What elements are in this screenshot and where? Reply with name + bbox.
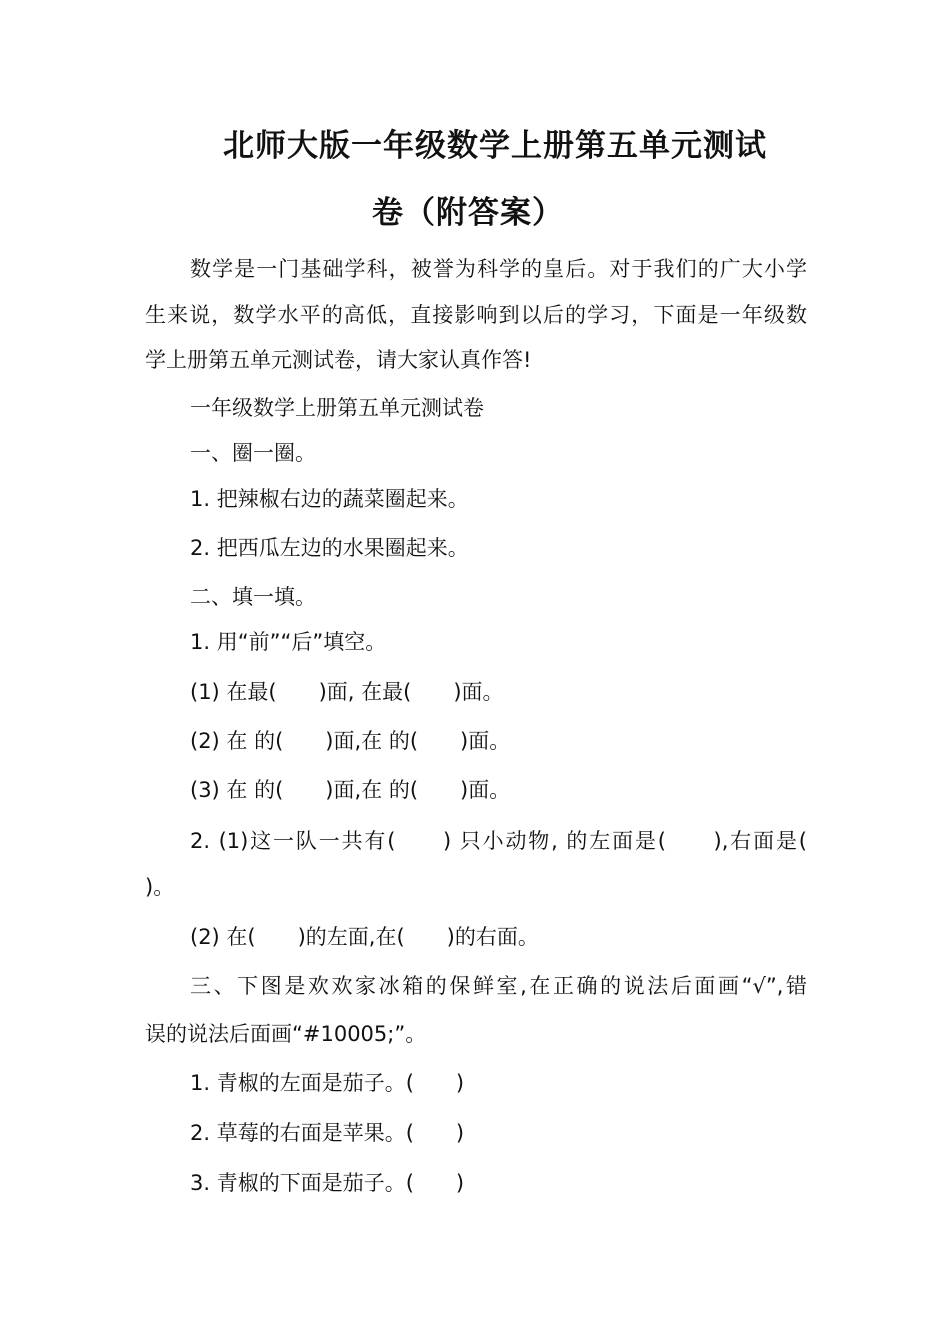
intro-paragraph-line-3: 学上册第五单元测试卷，请大家认真作答! — [145, 348, 532, 372]
section-2-question-1-part-1: (1) 在最( )面, 在最( )面。 — [190, 680, 504, 704]
section-2-question-1-part-2: (2) 在 的( )面,在 的( )面。 — [190, 729, 511, 753]
section-3-heading-line-2: 误的说法后面画“#10005;”。 — [145, 1022, 427, 1046]
section-3-heading-line-1: 三、下图是欢欢家冰箱的保鲜室,在正确的说法后面画“√”,错 — [190, 974, 807, 998]
section-3-question-2: 2. 草莓的右面是苹果。( ) — [190, 1121, 465, 1145]
section-1-question-2: 2. 把西瓜左边的水果圈起来。 — [190, 536, 469, 560]
section-2-question-2-line-2: )。 — [145, 875, 175, 899]
section-1-heading: 一、圈一圈。 — [190, 441, 316, 465]
section-1-question-1: 1. 把辣椒右边的蔬菜圈起来。 — [190, 487, 469, 511]
document-title-line-1: 北师大版一年级数学上册第五单元测试 — [223, 128, 767, 164]
test-subtitle: 一年级数学上册第五单元测试卷 — [190, 396, 484, 420]
section-2-question-2-line-1: 2. (1)这一队一共有( ) 只小动物, 的左面是( ),右面是( — [190, 829, 807, 853]
intro-paragraph-line-2: 生来说，数学水平的高低，直接影响到以后的学习，下面是一年级数 — [145, 303, 807, 327]
section-2-question-1-part-3: (3) 在 的( )面,在 的( )面。 — [190, 778, 511, 802]
intro-paragraph-line-1: 数学是一门基础学科，被誉为科学的皇后。对于我们的广大小学 — [190, 257, 807, 281]
section-2-question-2-part-2: (2) 在( )的左面,在( )的右面。 — [190, 925, 539, 949]
section-3-question-3: 3. 青椒的下面是茄子。( ) — [190, 1171, 465, 1195]
section-2-heading: 二、填一填。 — [190, 585, 316, 609]
section-2-question-1: 1. 用“前”“后”填空。 — [190, 630, 387, 654]
document-title-line-2: 卷（附答案） — [372, 195, 564, 231]
section-3-question-1: 1. 青椒的左面是茄子。( ) — [190, 1071, 465, 1095]
